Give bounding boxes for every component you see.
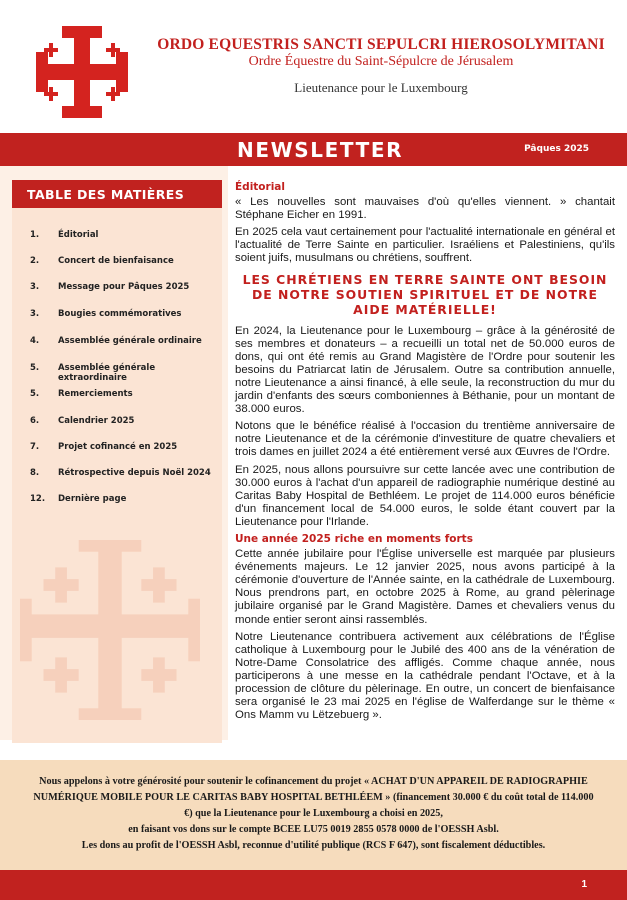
article-body <box>235 181 615 726</box>
toc-item-label: Message pour Pâques 2025 <box>58 282 190 292</box>
toc-item-number: 1. <box>30 230 40 240</box>
paragraph-jubilee: Cette année jubilaire pour l'Église universelle est marquée par plusieurs événements majeurs. Le 12 janvier 2025, nous avons participé à la cérémonie d'ouverture de l'Année sainte, en la cathédrale de Luxembourg. Nous prendrons part, en octobre 2025 à Rome, au grand pèlerinage jubilaire organisé par le Grand Magistère. Dames et chevaliers venus du monde entier seront ainsi rassemblés. <box>235 548 615 626</box>
toc-item-label: Calendrier 2025 <box>58 416 135 426</box>
toc-item-number: 4. <box>30 336 40 346</box>
newsletter-issue: Pâques 2025 <box>524 144 589 154</box>
toc-item-number: 12. <box>30 494 46 504</box>
appeal-account: en faisant vos dons sur le compte BCEE LU75 0019 2855 0578 0000 de l'OESSH Asbl. <box>128 824 499 835</box>
paragraph-celebrations: Notre Lieutenance contribuera activement aux célébrations de l'Église catholique à Luxembourg pour le Jubilé des 400 ans de la vénération de Notre-Dame Consolatrice des affligés. Comme chaque année, nous participerons à une messe en la cathédrale pendant l'Octave, et à la procession de clôture du pèlerinage. En outre, un concert de bienfaisance sera organisé le 23 mai 2025 en l'église de Walferdange sur le thème « Ons Mamm vu Lëtzebuerg ». <box>235 630 615 722</box>
toc-item-label: Rétrospective depuis Noël 2024 <box>58 468 211 478</box>
newsletter-title: NEWSLETTER <box>237 138 404 162</box>
toc-item-label: Assemblée générale extraordinaire <box>58 363 156 383</box>
toc-item-number: 7. <box>30 442 40 452</box>
lieutenance-name: Lieutenance pour le Luxembourg <box>294 80 468 95</box>
toc-item-number: 3. <box>30 282 40 292</box>
toc-item-label: Assemblée générale ordinaire <box>58 336 202 346</box>
toc-item-number: 5. <box>30 389 40 399</box>
toc-item-label: Remerciements <box>58 389 133 399</box>
appeal-text: Nous appelons à votre générosité pour soutenir le cofinancement du projet « ACHAT D'UN APPAREIL DE RADIOGRAPHIE NUMÉRIQUE MOBILE POUR LE CARITAS BABY HOSPITAL BETHLÉEM » (financement 30.000 € du coût total de 114.000 €) que la Lieutenance pour le Luxembourg a choisi en 2025, <box>33 776 594 819</box>
highlight-banner: LES CHRÉTIENS EN TERRE SAINTE ONT BESOIN DE NOTRE SOUTIEN SPIRITUEL ET DE NOTRE AIDE MATÉRIELLE! <box>242 271 608 317</box>
donation-appeal <box>0 760 627 870</box>
paragraph-2024: En 2024, la Lieutenance pour le Luxembourg – grâce à la générosité de ses membres et donateurs – a recueilli un total net de 50.000 euros de dons, qui ont été remis au Grand Magistère de l'Ordre pour soutenir les besoins du Patriarcat latin de Jérusalem. Outre sa contribution annuelle, notre Lieutenance a ainsi financé, à elle seule, la reconstruction du mur du jardin d'enfants des sœurs comboniennes à Béthanie, pour un montant de 38.000 euros. <box>235 324 615 416</box>
paragraph-anniversary: Notons que le bénéfice réalisé à l'occasion du trentième anniversaire de notre Lieutenance et de la cérémonie d'investiture de quatre chevaliers et trois dames en juillet 2024 a été entièrement versé aux Œuvres de l'Ordre. <box>235 420 615 459</box>
toc-item-number: 6. <box>30 416 40 426</box>
toc-item-label: Concert de bienfaisance <box>58 256 174 266</box>
toc-item-number: 3. <box>30 309 40 319</box>
jerusalem-cross-logo <box>36 26 128 118</box>
footer-bar <box>0 870 627 900</box>
toc-item-label: Projet cofinancé en 2025 <box>58 442 178 452</box>
toc-item-label: Bougies commémoratives <box>58 309 182 319</box>
editorial-heading: Éditorial <box>235 181 285 193</box>
page-number: 1 <box>581 879 587 890</box>
paragraph-2025: En 2025, nous allons poursuivre sur cette lancée avec une contribution de 30.000 euros à l'achat d'un appareil de radiographie numérique destiné au Caritas Baby Hospital de Bethléem. Le projet de 114.000 euros bénéficie d'un financement local de 54.000 euros, le solde étant couvert par la Lieutenance pour l'Irlande. <box>235 463 615 528</box>
section-heading-2025: Une année 2025 riche en moments forts <box>235 532 473 545</box>
order-title: ORDO EQUESTRIS SANCTI SEPULCRI HIEROSOLYMITANI <box>157 36 605 53</box>
toc-item-number: 2. <box>30 256 40 266</box>
newsletter-banner <box>0 133 627 166</box>
toc-item-number: 8. <box>30 468 40 478</box>
paragraph-context: En 2025 cela vaut certainement pour l'actualité internationale en général et l'actualité de Terre Sainte en particulier. Israéliens et Palestiniens, qu'ils soient juifs, musulmans ou chrétiens, souffrent. <box>235 226 615 265</box>
order-subtitle: Ordre Équestre du Saint-Sépulcre de Jérusalem <box>248 54 514 69</box>
toc-title: TABLE DES MATIÈRES <box>12 180 222 208</box>
toc-item-label: Éditorial <box>58 230 99 240</box>
toc-item-label: Dernière page <box>58 494 127 504</box>
cross-watermark-icon <box>20 540 200 720</box>
appeal-tax-note: Les dons au profit de l'OESSH Asbl, reconnue d'utilité publique (RCS F 647), sont fiscalement déductibles. <box>81 840 546 851</box>
toc-item-number: 5. <box>30 363 40 373</box>
paragraph-quote: « Les nouvelles sont mauvaises d'où qu'elles viennent. » chantait Stéphane Eicher en 1991. <box>235 196 615 222</box>
